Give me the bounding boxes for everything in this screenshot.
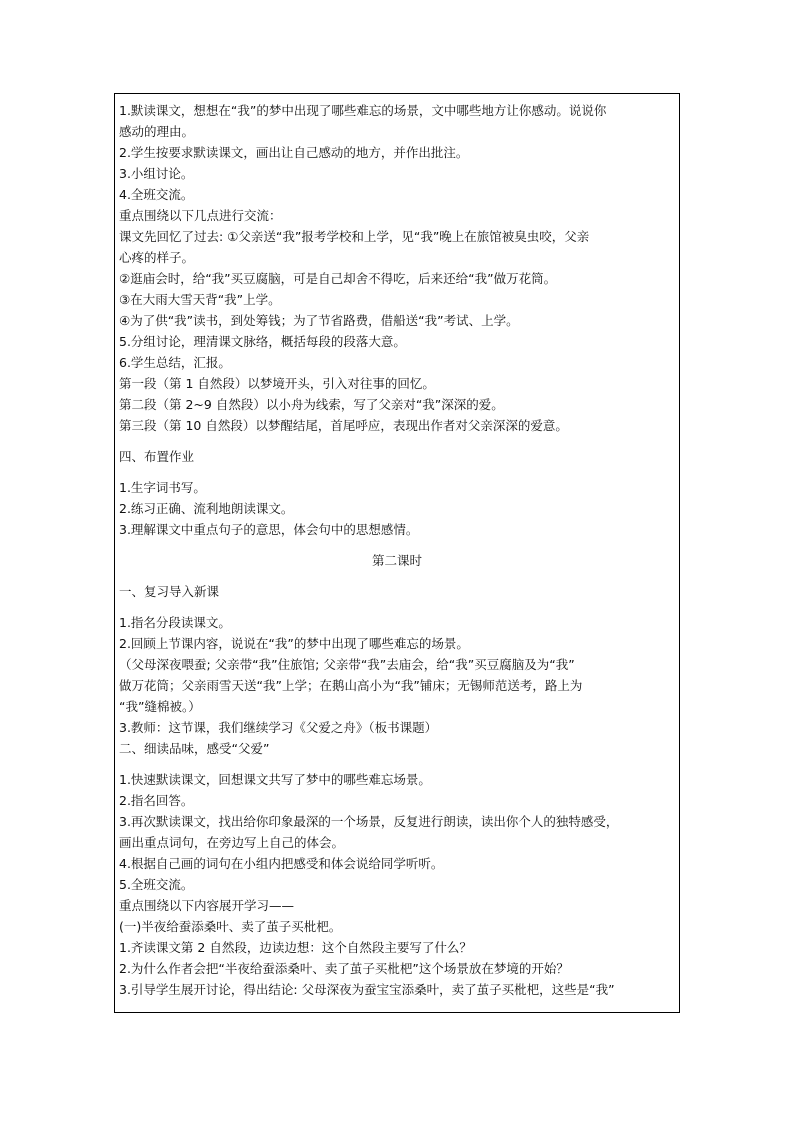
text-line: 画出重点词句，在旁边写上自己的体会。	[119, 835, 345, 850]
paragraph-spacer	[119, 602, 675, 612]
text-line: 2.指名回答。	[119, 793, 194, 808]
text-line: 3.小组讨论。	[119, 166, 194, 181]
text-line: 4.根据自己画的词句在小组内把感受和体会说给同学听听。	[119, 856, 444, 871]
paragraph-spacer	[119, 571, 675, 581]
text-line: 重点围绕以下几点进行交流：	[119, 208, 282, 223]
paragraph-spacer	[119, 467, 675, 477]
text-line: 课文先回忆了过去: ①父亲送“我”报考学校和上学，见“我”晚上在旅馆被臭虫咬，父亲	[119, 229, 590, 244]
text-line: 1.默读课文，想想在“我”的梦中出现了哪些难忘的场景，文中哪些地方让你感动。说说你	[119, 103, 607, 118]
text-line: （父母深夜喂蚕; 父亲带“我”住旅馆; 父亲带“我”去庙会，给“我”买豆腐脑及为“我”	[119, 657, 575, 672]
text-line: 四、布置作业	[119, 449, 195, 464]
text-line: 5.全班交流。	[119, 877, 194, 892]
paragraph-spacer	[119, 540, 675, 550]
text-line: 第二段（第 2~9 自然段）以小舟为线索，写了父亲对“我”深深的爱。	[119, 397, 504, 412]
text-line: ④为了供“我”读书，到处筹钱；为了节省路费，借船送“我”考试、上学。	[119, 313, 519, 328]
text-line: 1.指名分段读课文。	[119, 615, 231, 630]
text-line: 1.生字词书写。	[119, 480, 206, 495]
text-line: 3.引导学生展开讨论，得出结论: 父母深夜为蚕宝宝添桑叶，卖了茧子买枇杷，这些是“我”	[119, 982, 615, 997]
text-line: ②逛庙会时，给“我”买豆腐脑，可是自己却舍不得吃，后来还给“我”做万花筒。	[119, 271, 557, 286]
text-line: 2.为什么作者会把“半夜给蚕添桑叶、卖了茧子买枇杷”这个场景放在梦境的开始？	[119, 961, 569, 976]
text-line: 感动的理由。	[119, 124, 195, 139]
text-line: 2.练习正确、流利地朗读课文。	[119, 501, 294, 516]
text-line: 2.学生按要求默读课文，画出让自己感动的地方，并作出批注。	[119, 145, 469, 160]
text-line: 3.再次默读课文，找出给你印象最深的一个场景，反复进行朗读，读出你个人的独特感受，	[119, 814, 619, 829]
text-line: 3.理解课文中重点句子的意思，体会句中的思想感情。	[119, 522, 419, 537]
text-line: 3.教师：这节课，我们继续学习《父爱之舟》（板书课题）	[119, 720, 438, 735]
section-heading: 第二课时	[371, 553, 422, 568]
text-line: ③在大雨大雪天背“我”上学。	[119, 292, 281, 307]
lesson-plan-table-cell	[114, 93, 680, 1013]
text-line: 二、细读品味，感受“父爱”	[119, 741, 270, 756]
text-line: 4.全班交流。	[119, 187, 194, 202]
paragraph-spacer	[119, 759, 675, 769]
text-line: 一、复习导入新课	[119, 584, 220, 599]
lesson-plan-text	[119, 100, 675, 1000]
text-line: 重点围绕以下内容展开学习——	[119, 898, 295, 913]
text-line: 6.学生总结，汇报。	[119, 355, 231, 370]
text-line: 第三段（第 10 自然段）以梦醒结尾，首尾呼应，表现出作者对父亲深深的爱意。	[119, 418, 568, 433]
text-line: 心疼的样子。	[119, 250, 195, 265]
text-line: 1.齐读课文第 2 自然段，边读边想：这个自然段主要写了什么？	[119, 940, 472, 955]
text-line: 5.分组讨论，理清课文脉络，概括每段的段落大意。	[119, 334, 406, 349]
text-line: 2.回顾上节课内容，说说在“我”的梦中出现了哪些难忘的场景。	[119, 636, 469, 651]
text-line: 1.快速默读课文，回想课文共写了梦中的哪些难忘场景。	[119, 772, 431, 787]
paragraph-spacer	[119, 436, 675, 446]
text-line: (一)半夜给蚕添桑叶、卖了茧子买枇杷。	[119, 919, 342, 934]
text-line: 做万花筒；父亲雨雪天送“我”上学；在鹅山高小为“我”铺床；无锡师范送考，路上为	[119, 678, 583, 693]
text-line: “我”缝棉被。）	[119, 699, 201, 714]
text-line: 第一段（第 1 自然段）以梦境开头，引入对往事的回忆。	[119, 376, 435, 391]
